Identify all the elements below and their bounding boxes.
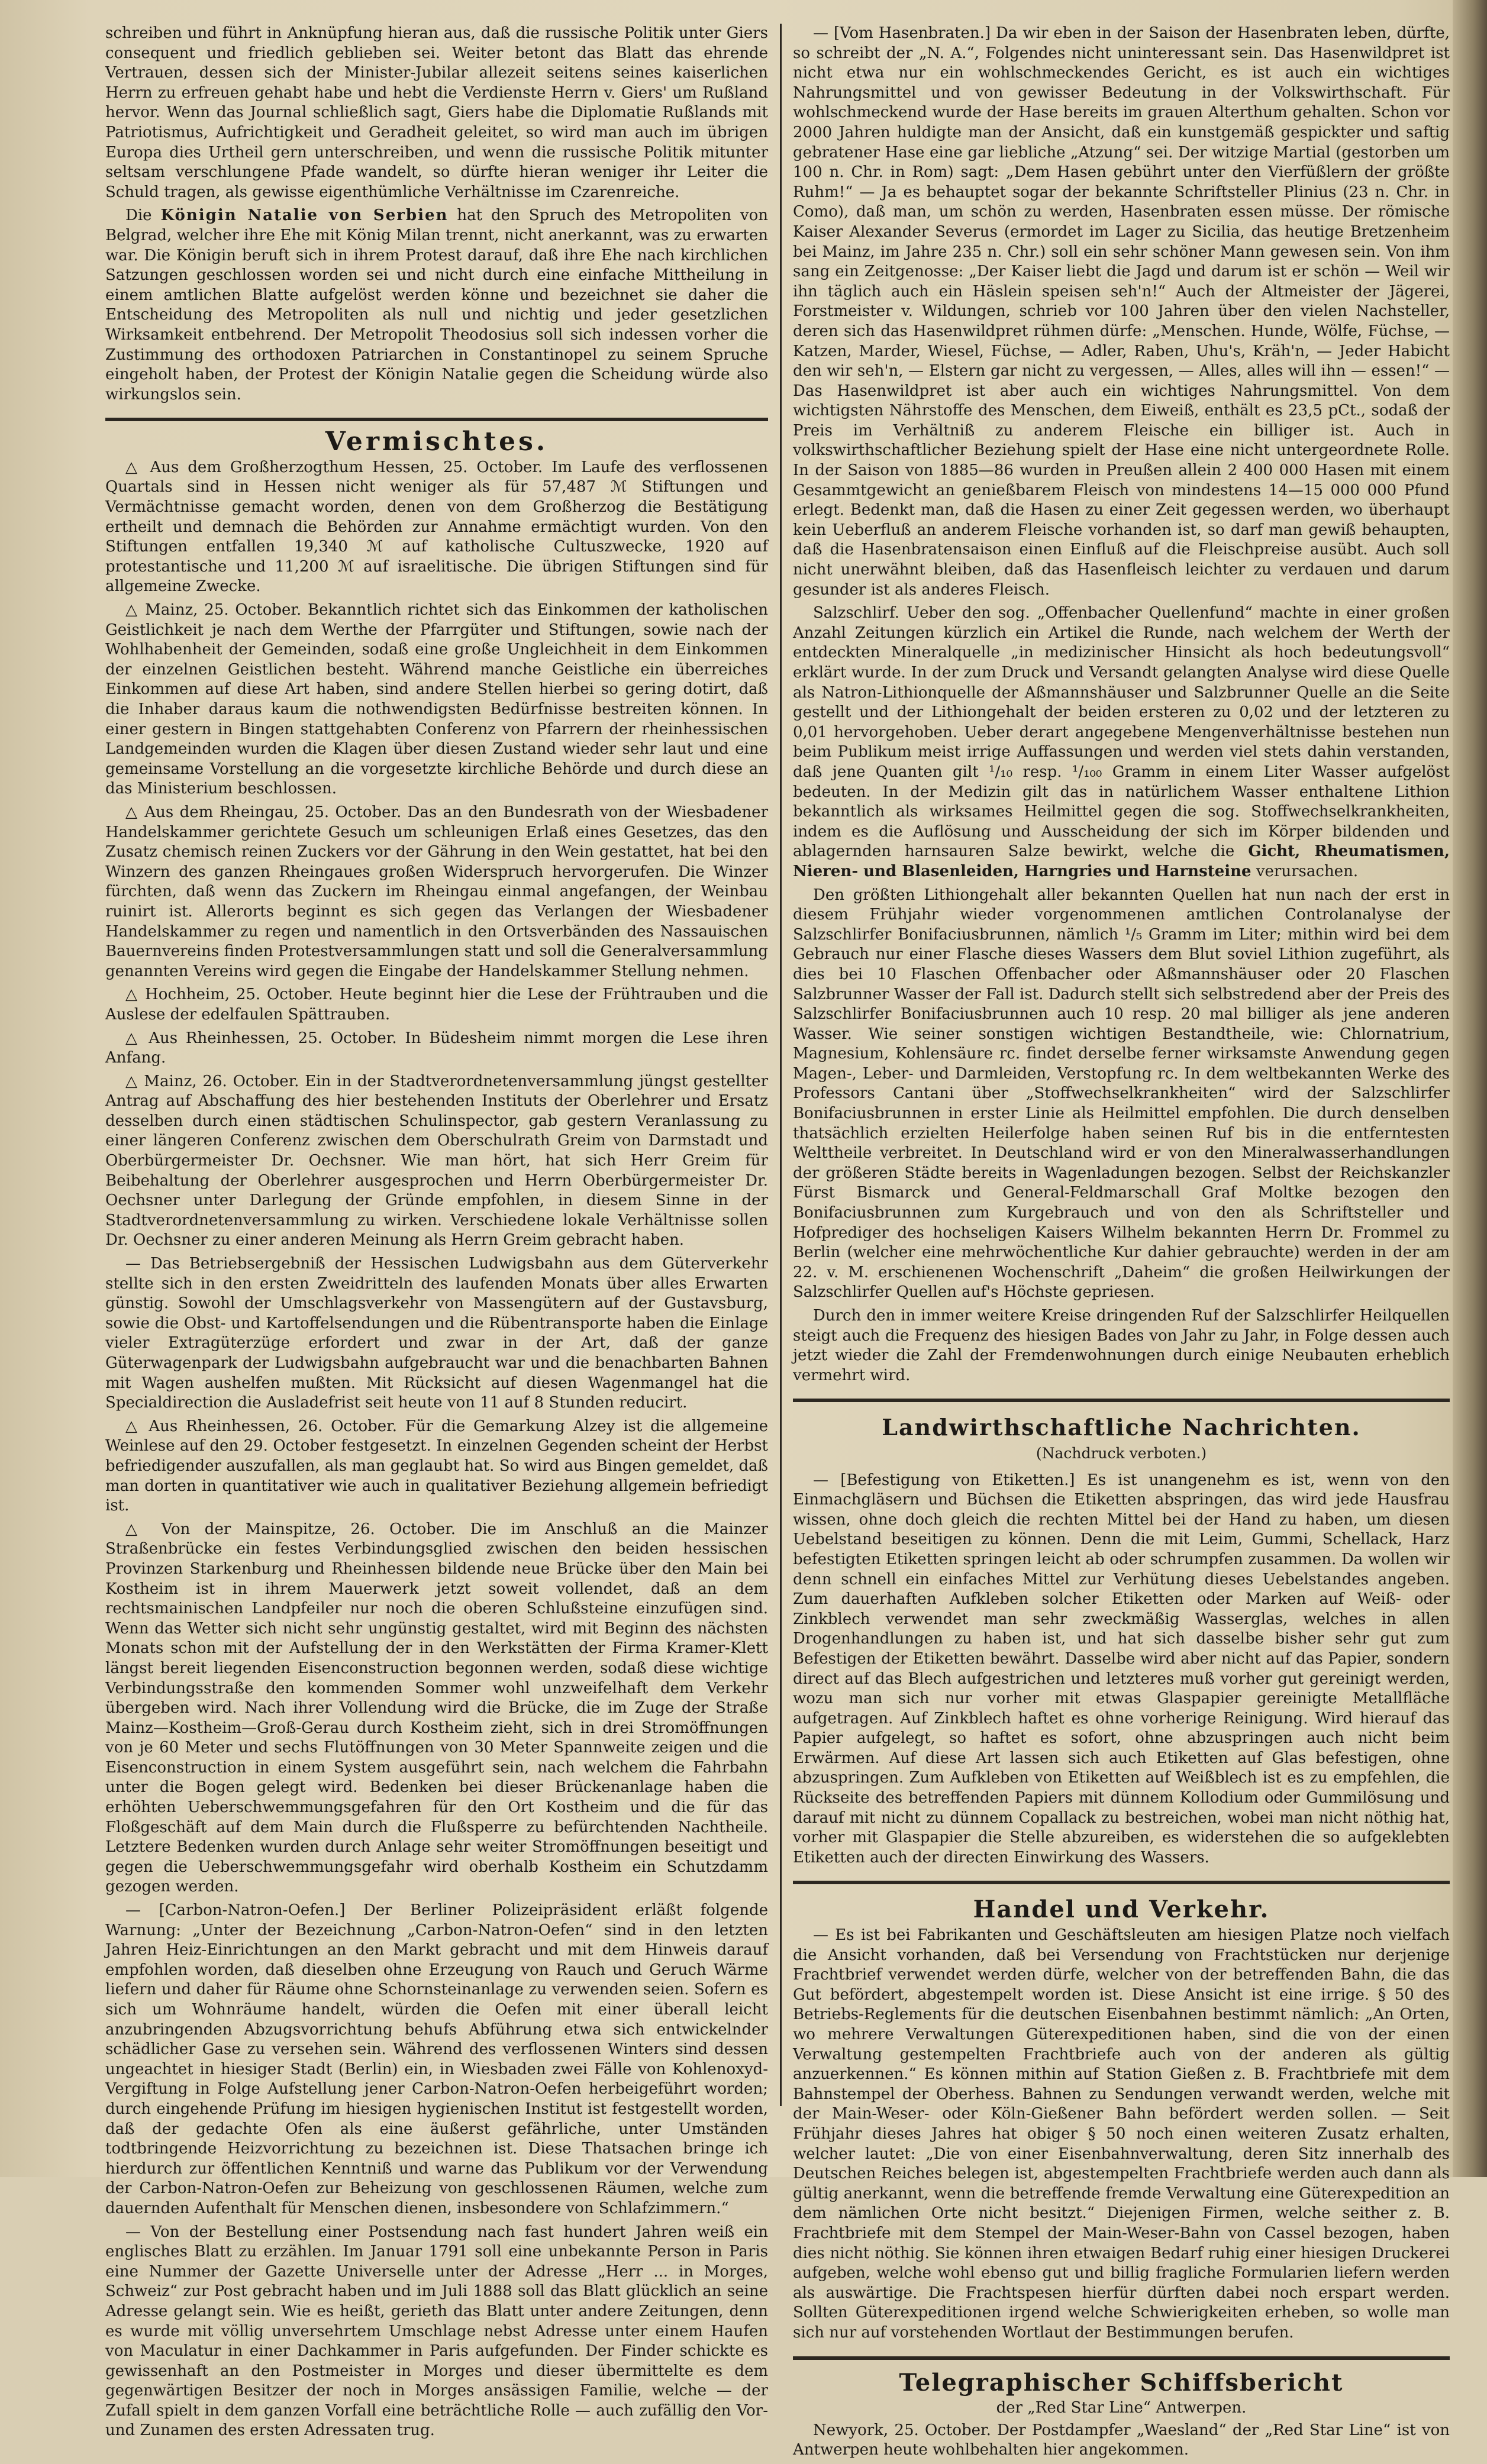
schiffsbericht-subtitle: der „Red Star Line“ Antwerpen. [996, 2399, 1247, 2417]
right-column [793, 24, 1450, 2464]
item-rheinhessen-1: △ Aus Rheinhessen, 25. October. In Büdesheim nimmt morgen die Lese ihren Anfang. [105, 1029, 768, 1067]
item-newyork: Newyork, 25. October. Der Postdampfer „Waesland“ der „Red Star Line“ ist von Antwerpen heute wohlbehalten hier angekommen. [793, 2421, 1450, 2459]
item-postsendung: — Von der Bestellung einer Postsendung nach fast hundert Jahren weiß ein englisches Blatt zu erzählen. Im Januar 1791 soll eine unbekannte Person in Paris eine Nummer der Gazette Universelle unter der Adresse „Herr ... in Morges, Schweiz“ zur Post gebracht haben und im Juli 1888 soll das Blatt glücklich an seine Adresse gelangt sein. Wie es heißt, gerieth das Blatt unter andere Zeitungen, denn es wurde mit völlig unversehrtem Umschlage nebst Adresse unter einem Haufen von Maculatur in einer Dachkammer in Paris aufgefunden. Der Finder schickte es gewissenhaft an den Postmeister in Morges und dieser übermittelte es dem gegenwärtigen Besitzer der noch in Morges ansässigen Familie, welche — der Zufall spielt in dem ganzen Vorfall eine beträchtliche Rolle — auch zufällig den Vor- und Zunamen des ersten Adressaten trug. [105, 2223, 768, 2440]
item-carbon-natron: — [Carbon-Natron-Oefen.] Der Berliner Polizeipräsident erläßt folgende Warnung: „Unter der Bezeichnung „Carbon-Natron-Oefen“ sind in den letzten Jahren Heiz-Einrichtungen an den Markt gebracht und mit dem Hinweis darauf empfohlen worden, daß dieselben ohne Erzeugung von Rauch und Geruch Wärme liefern und daher für Räume ohne Schornsteinanlage zu verwenden seien. Sofern es sich um Wohnräume handelt, würden die Oefen mit einer überall leicht anzubringenden Abzugsvorrichtung behufs Abführung etwa sich entwickelnder schädlicher Gase zu versehen sein. Während des verflossenen Winters sind dessen ungeachtet in hiesiger Stadt (Berlin) ein, in Wiesbaden zwei Fälle von Kohlenoxyd-Vergiftung in Folge Aufstellung jener Carbon-Natron-Oefen herbeigeführt worden; durch eingehende Prüfung im hiesigen hygienischen Institut ist festgestellt worden, daß der gedachte Ofen als eine äußerst gefährliche, unter Umständen todtbringende Heizvorrichtung zu bezeichnen ist. Diese Thatsachen bringe ich hierdurch zur öffentlichen Kenntniß und warne das Publikum vor der Verwendung der Carbon-Natron-Oefen zur Beheizung von geschlossenen Räumen, welche zum dauernden Aufenthalt für Menschen dienen, insbesondere von Schlafzimmern.“ [105, 1901, 768, 2217]
item-hasenbraten: — [Vom Hasenbraten.] Da wir eben in der Saison der Hasenbraten leben, dürfte, so schreibt der „N. A.“, Folgendes nicht uninteressant sein. Das Hasenwildpret ist nicht etwa nur ein wohlschmeckendes Gericht, es ist auch ein wichtiges Nahrungsmittel und von gewisser Bedeutung in der Volkswirthschaft. Für wohlschmeckend wurde der Hase bereits im grauen Alterthum gehalten. Schon vor 2000 Jahren huldigte man der Ansicht, daß ein kunstgemäß gespickter und saftig gebratener Hase eine gar liebliche „Atzung“ sei. Der witzige Martial (gestorben um 100 n. Chr. in Rom) sagt: „Dem Hasen gebührt unter den Vierfüßlern der größte Ruhm!“ — Ja es behauptet sogar der bekannte Schriftsteller Plinius (23 n. Chr. in Como), daß man, um schön zu werden, Hasenbraten essen müsse. Der römische Kaiser Alexander Severus (ermordet im Lager zu Sicilia, das heutige Bretzenheim bei Mainz, im Jahre 235 n. Chr.) soll ein sehr schöner Mann gewesen sein. Von ihm sang ein Zeitgenosse: „Der Kaiser liebt die Jagd und darum ist er schön — Weil wir ihn täglich auch ein Häslein speisen seh'n!“ Auch der Altmeister der Jägerei, Forstmeister v. Wildungen, schrieb vor 100 Jahren über den vielen Nachsteller, deren sich das Hasenwildpret rühmen dürfe: „Menschen. Hunde, Wölfe, Füchse, — Katzen, Marder, Wiesel, Füchse, — Adler, Raben, Uhu's, Kräh'n, — Jeder Habicht den wir seh'n, — Elstern gar nicht zu vergessen, — Alles, alles will ihn — essen!“ — Das Hasenwildpret ist aber auch ein wichtiges Nahrungsmittel. Von dem wichtigsten Nährstoffe des Menschen, dem Eiweiß, enthält es 23,5 pCt., sodaß der Preis im Verhältniß zu anderem Fleische ein billiger ist. Auch in volkswirthschaftlicher Beziehung spielt der Hase eine nicht untergeordnete Rolle. In der Saison von 1885—86 wurden in Preußen allein 2 400 000 Hasen mit einem Gesammtgewicht an genießbarem Fleisch von mindestens 14—15 000 000 Pfund erlegt. Bedenkt man, daß die Hasen zu einer Zeit gegessen werden, wo überhaupt kein Ueberfluß an anderem Fleische vorhanden ist, so darf man gewiß behaupten, daß die Hasenbratensaison einen Einfluß auf die Fleischpreise ausübt. Auch soll nicht unerwähnt bleiben, daß das Hasenfleisch leichter zu verdauen und darum gesunder ist als anderes Fleisch. [793, 24, 1450, 599]
section-divider [793, 1399, 1450, 1402]
item-hochheim: △ Hochheim, 25. October. Heute beginnt hier die Lese der Frühtrauben und die Auslese der edelfaulen Spättrauben. [105, 986, 768, 1023]
salzschlirf-bold: Gicht, Rheumatismen, Nieren- und Blasenleiden, Harngries und Harnsteine [793, 842, 1450, 880]
heading-handel: Handel und Verkehr. [973, 1895, 1270, 1924]
item-frachtbriefe: — Es ist bei Fabrikanten und Geschäftsleuten am hiesigen Platze noch vielfach die Ansicht vorhanden, daß bei Versendung von Frachtstücken nur derjenige Frachtbrief verwendet werden dürfe, welcher von der betreffenden Bahn, die das Gut befördert, abgestempelt worden ist. Diese Ansicht ist eine irrige. § 50 des Betriebs-Reglements für die deutschen Eisenbahnen bestimmt nämlich: „An Orten, wo mehrere Verwaltungen Güterexpeditionen haben, sind die von der einen Verwaltung gestempelten Frachtbriefe auch von der anderen als gültig anzuerkennen.“ Es können mithin auf Station Gießen z. B. Frachtbriefe mit dem Bahnstempel der Oberhess. Bahnen zu Sendungen verwandt werden, welche mit der Main-Weser- oder Köln-Gießener Bahn befördert werden sollen. — Seit Frühjahr dieses Jahres hat obiger § 50 noch einen weiteren Zusatz erhalten, welcher lautet: „Die von einer Eisenbahnverwaltung, deren Sitz innerhalb des Deutschen Reiches belegen ist, abgestempelten Frachtbriefe werden auch dann als gültig anerkannt, wenn die betreffende fremde Verwaltung eine Güterexpedition an dem nämlichen Orte nicht besitzt.“ Diejenigen Firmen, welche seither z. B. Frachtbriefe mit dem Stempel der Main-Weser-Bahn von Cassel bezogen, haben dies nicht nöthig. Sie können ihren etwaigen Bedarf ruhig einer hiesigen Druckerei aufgeben, welche wohl ebenso gut und billig fragliche Formularien liefern werden als auswärtige. Die Frachtspesen hierfür dürften dabei noch erspart werden. Sollten Güterexpeditionen irgend welche Schwierigkeiten erheben, so wolle man sich nur auf vorstehenden Wortlaut der Bestimmungen berufen. [793, 1926, 1450, 2342]
item-mainz-2: △ Mainz, 26. October. Ein in der Stadtverordnetenversammlung jüngst gestellter Antrag auf Abschaffung des hier bestehenden Instituts der Oberlehrer und Ersatz desselben durch einen städtischen Schulinspector, gab gestern Veranlassung zu einer längeren Conferenz zwischen dem Oberschulrath Greim von Darmstadt und Oberbürgermeister Dr. Oechsner. Wie man hört, hat sich Herr Greim für Beibehaltung der Oberlehrer ausgesprochen und Herrn Oberbürgermeister Dr. Oechsner unter Darlegung der Gründe empfohlen, in diesem Sinne in der Stadtverordnetenversammlung zu wirken. Verschiedene lokale Verhältnisse sollen Dr. Oechsner zu einer anderen Meinung als Herrn Greim gebracht haben. [105, 1072, 768, 1249]
item-rheingau: △ Aus dem Rheingau, 25. October. Das an den Bundesrath von der Wiesbadener Handelskammer gerichtete Gesuch um schleunigen Erlaß eines Gesetzes, das den Zusatz chemisch reinen Zuckers vor der Gährung in den Wein gestattet, hat bei den Winzern des ganzen Rheingaues großen Widerspruch hervorgerufen. Die Winzer fürchten, daß wenn das Zuckern im Rheingau einmal angefangen, der Weinbau ruinirt ist. Allerorts beginnt es sich gegen das Verlangen der Wiesbadener Handelskammer zu regen und namentlich in den Ortsverbänden des Nassauischen Bauernvereins finden Protestversammlungen statt und soll die Generalversammlung genannten Vereins wird gegen die Eingabe der Handelskammer Stellung nehmen. [105, 803, 768, 980]
item-hessen: △ Aus dem Großherzogthum Hessen, 25. October. Im Laufe des verflossenen Quartals sind in Hessen nicht weniger als für 57,487 ℳ Stiftungen und Vermächtnisse gemacht worden, denen von dem Großherzog die Bestätigung ertheilt und demnach die Behörden zur Annahme ermächtigt wurden. Von den Stiftungen entfallen 19,340 ℳ auf katholische Cultuszwecke, 1920 auf protestantische und 11,200 ℳ auf israelitische. Die übrigen Stiftungen sind für allgemeine Zwecke. [105, 458, 768, 596]
section-divider [105, 418, 768, 421]
item-frequenz: Durch den in immer weitere Kreise dringenden Ruf der Salzschlirfer Heilquellen steigt auch die Frequenz des hiesigen Bades von Jahr zu Jahr, in Folge dessen auch jetzt wieder die Zahl der Fremdenwohnungen durch einige Neubauten erheblich vermehrt wird. [793, 1307, 1450, 1384]
item-salzschlirf: Salzschlirf. Ueber den sog. „Offenbacher Quellenfund“ machte in einer großen Anzahl Zeitungen kürzlich ein Artikel die Runde, nach welchem der Werth der entdeckten Mineralquelle „in medizinischer Hinsicht als hoch bedeutungsvoll“ erklärt wurde. In der zum Druck und Versandt gelangten Analyse wird diese Quelle als Natron-Lithionquelle der Aßmannshäuser und Salzbrunner Quelle an die Seite gestellt und der Lithiongehalt der beiden ersteren zu 0,02 und der letzteren zu 0,01 hervorgehoben. Ueber derart angegebene Mengenverhältnisse bestehen nun beim Publikum meist irrige Auffassungen und werden viel stets dahin verstanden, daß jene Quanten gilt ¹/₁₀ resp. ¹/₁₀₀ Gramm in einem Liter Wasser aufgelöst bedeuten. In der Medizin gilt das in natürlichem Wasser enthaltene Lithion bekanntlich als wirksames Heilmittel gegen die sog. Stoffwechselkrankheiten, indem es die Auflösung und Ausscheidung der sich im Körper bildenden und ablagernden harnsauren Salze bewirkt, welche die Gicht, Rheumatismen, Nieren- und Blasenleiden, Harngries und Harnsteine verursachen. [793, 604, 1450, 880]
item-lithion: Den größten Lithiongehalt aller bekannten Quellen hat nun nach der erst in diesem Frühjahr wieder vorgenommenen amtlichen Controlanalyse der Salzschlirfer Bonifaciusbrunnen, nämlich ¹/₅ Gramm im Liter; mithin wird bei dem Gebrauch nur einer Flasche dieses Wassers dem Blut soviel Lithion zugeführt, als dies bei 10 Flaschen Offenbacher oder Aßmannshäuser oder 20 Flaschen Salzbrunner Wasser der Fall ist. Dadurch stellt sich selbstredend aber der Preis des Salzschlirfer Bonifaciusbrunnen auch 10 resp. 20 mal billiger als jene anderen Wasser. Wie seiner sonstigen wichtigen Bestandtheile, wie: Chlornatrium, Magnesium, Kohlensäure rc. findet derselbe ferner wirksamste Anwendung gegen Magen-, Leber- und Darmleiden, Verstopfung rc. In dem weltbekannten Werke des Professors Cantani über „Stoffwechselkrankheiten“ wird der Salzschlirfer Bonifaciusbrunnen in erster Linie als Heilmittel empfohlen. Die durch denselben thatsächlich erzielten Heilerfolge haben seinen Ruf bis in die entferntesten Welttheile verbreitet. In Deutschland wird er von den Mineralwasserhandlungen der größeren Städte bereits in Wagenladungen bezogen. Selbst der Reichskanzler Fürst Bismarck und General-Feldmarschall Graf Moltke bezogen den Bonifaciusbrunnen zum Kurgebrauch und von den als Schriftsteller und Hofprediger des hochseligen Kaisers Wilhelm bekannten Herrn Dr. Frommel zu Berlin (welcher eine mehrwöchentliche Kur dahier gebrauchte) werden in der am 22. v. M. erschienenen Wochenschrift „Daheim“ die großen Heilwirkungen der Salzschlirfer Quellen auf's Höchste gepriesen. [793, 886, 1450, 1302]
item-etiketten: — [Befestigung von Etiketten.] Es ist unangenehm es ist, wenn von den Einmachgläsern und Büchsen die Etiketten abspringen, das wird jede Hausfrau wissen, ohne doch gleich die rechten Mittel bei der Hand zu haben, um diesen Uebelstand beseitigen zu können. Denn die mit Leim, Gummi, Schellack, Harz befestigten Etiketten springen leicht ab oder schrumpfen zusammen. Da wollen wir denn schnell ein einfaches Mittel zur Verhütung dieses Uebelstandes angeben. Zum dauerhaften Aufkleben solcher Etiketten oder Marken auf Weiß- oder Zinkblech verwendet man sehr zweckmäßig Wasserglas, welches in allen Drogenhandlungen zu haben ist, und hat sich dasselbe bisher sehr gut zum Befestigen der Etiketten bewährt. Dasselbe wird aber nicht auf das Papier, sondern direct auf das Blech aufgestrichen und letzteres muß vorher gut gereinigt werden, wozu man sich nur vorher mit etwas Glaspapier gereinigte Metallfläche aufgetragen. Auf Zinkblech haftet es ohne vorherige Reinigung. Wird hierauf das Papier aufgelegt, so haftet es sofort, ohne abzuspringen auch nicht beim Erwärmen. Auf diese Art lassen sich auch Etiketten auf Glas befestigen, ohne abzuspringen. Zum Aufkleben von Etiketten auf Weißblech ist es zu empfehlen, die Rückseite des betreffenden Papiers mit dünnem Kollodium oder Gummilösung und darauf mit nicht zu dünnem Copallack zu bestreichen, wobei man nicht nöthig hat, vorher mit Glaspapier die Stelle abzureiben, es widerstehen die so aufgeklebten Etiketten auch der directen Einwirkung des Wassers. [793, 1471, 1450, 1866]
section-divider [793, 1881, 1450, 1884]
left-column [105, 24, 768, 2444]
binding-edge [1453, 0, 1487, 2177]
article-giers-continuation: schreiben und führt in Anknüpfung hieran aus, daß die russische Politik unter Giers consequent und friedlich geblieben sei. Weiter betont das Blatt das ehrende Vertrauen, dessen sich der Minister-Jubilar allezeit seitens seines kaiserlichen Herrn zu erfreuen gehabt habe und hebt die Verdienste Herrn v. Giers' um Rußland hervor. Wenn das Journal schließlich sagt, Giers habe die Diplomatie Rußlands mit Patriotismus, Aufrichtigkeit und Geradheit geleitet, so wird man auch im übrigen Europa dies Urtheil gern unterschreiben, und wenn die russische Politik mitunter seltsam verschlungene Pfade wandelt, so dürfte hieran weniger ihr Leiter die Schuld tragen, als gewisse eigenthümliche Verhältnisse im Czarenreiche. [105, 24, 768, 201]
article-natalie: Die Königin Natalie von Serbien hat den Spruch des Metropoliten von Belgrad, welcher ihre Ehe mit König Milan trennt, nicht anerkannt, was zu erwarten war. Die Königin beruft sich in ihrem Protest darauf, daß ihre Ehe nach kirchlichen Satzungen geschlossen worden sei und nicht durch eine einfache Mittheilung in einem amtlichen Blatte aufgelöst werden könne und bezeichnet sie daher die Entscheidung des Metropoliten als null und nichtig und jeder gesetzlichen Wirksamkeit entbehrend. Der Metropolit Theodosius soll sich indessen vorher die Zustimmung des orthodoxen Patriarchen in Constantinopel zu seinem Spruche eingeholt haben, der Protest der Königin Natalie gegen die Scheidung würde also wirkungslos sein. [105, 206, 769, 403]
section-divider [793, 2356, 1450, 2360]
heading-landwirthschaft: Landwirthschaftliche Nachrichten. [882, 1414, 1361, 1441]
item-mainspitze: △ Von der Mainspitze, 26. October. Die im Anschluß an die Mainzer Straßenbrücke ein festes Verbindungsglied zwischen den beiden hessischen Provinzen Starkenburg und Rheinhessen bildende neue Brücke über den Main bei Kostheim ist in ihrem Mauerwerk jetzt soweit vollendet, daß an dem rechtsmainischen Landpfeiler nur noch die oberen Schlußsteine einzufügen sind. Wenn das Wetter sich nicht sehr ungünstig gestaltet, wird mit Beginn des nächsten Monats schon mit der Aufstellung der in den Werkstätten der Firma Kramer-Klett längst bereit liegenden Eisenconstruction begonnen werden, sodaß diese wichtige Verbindungsstraße den kommenden Sommer wohl unzweifelhaft dem Verkehr übergeben wird. Nach ihrer Vollendung wird die Brücke, die im Zuge der Straße Mainz—Kostheim—Groß-Gerau durch Kostheim zieht, sich in drei Stromöffnungen von je 60 Meter und sechs Flutöffnungen von 30 Meter Spannweite zeigen und die Eisenconstruction in einem System ausgeführt sein, nach welchem die Fahrbahn unter die Bogen gelegt wird. Bedenken bei dieser Brückenanlage haben die erhöhten Ueberschwemmungsgefahren für den Ort Kostheim und die für das Floßgeschäft auf dem Main durch die Flußsperre zu befürchtenden Nachtheile. Letztere Bedenken wurden durch Anlage sehr weiter Stromöffnungen beseitigt und gegen die Ueberschwemmungsgefahr wird oberhalb Kostheim ein Schutzdamm gezogen werden. [105, 1520, 768, 1896]
heading-schiffsbericht: Telegraphischer Schiffsbericht [899, 2368, 1344, 2397]
item-ludwigsbahn: — Das Betriebsergebniß der Hessischen Ludwigsbahn aus dem Güterverkehr stellte sich in den ersten Zweidritteln des laufenden Monats über alles Erwarten günstig. Sowohl der Umschlagsverkehr von Massengütern auf der Gustavsburg, sowie die Obst- und Kartoffelsendungen und die Rübentransporte haben die Einlage vieler Extragüterzüge erfordert und zwar in der Art, daß der ganze Güterwagenpark der Ludwigsbahn aufgebraucht war und die benachbarten Bahnen mit Wagen aushelfen mußten. Mit Rücksicht auf diesen Wagenmangel hat die Specialdirection die Ausladefrist seit heute von 11 auf 8 Stunden reducirt. [105, 1255, 768, 1412]
item-rheinhessen-2: △ Aus Rheinhessen, 26. October. Für die Gemarkung Alzey ist die allgemeine Weinlese auf den 29. October festgesetzt. In einzelnen Gegenden scheint der Herbst befriedigender auszufallen, als man geglaubt hat. So wird aus Bingen gemeldet, daß man dorten in quantitativer wie auch in qualitativer Beziehung allgemein befriedigt ist. [105, 1417, 768, 1515]
natalie-bold: Königin Natalie von Serbien [160, 206, 449, 225]
column-rule [780, 24, 782, 2106]
nachdruck-note: (Nachdruck verboten.) [1036, 1444, 1207, 1462]
item-mainz-1: △ Mainz, 25. October. Bekanntlich richtet sich das Einkommen der katholischen Geistlichkeit je nach dem Werthe der Pfarrgüter und Stiftungen, sowie nach der Wohlhabenheit der Gemeinden, sodaß eine große Ungleichheit in dem Einkommen der einzelnen Geistlichen besteht. Während manche Geistliche ein überreiches Einkommen auf diese Art haben, sind andere Stellen hierbei so gering dotirt, daß die Inhaber daraus kaum die nothwendigsten Bedürfnisse bestreiten können. In einer gestern in Bingen stattgehabten Conferenz von Pfarrern der rheinhessischen Landgemeinden wurden die Klagen über diesen Zustand wieder sehr laut und eine gemeinsame Vorstellung an die vorgesetzte kirchliche Behörde und durch diese an das Ministerium beschlossen. [105, 601, 768, 798]
heading-vermischtes: Vermischtes. [325, 427, 549, 457]
